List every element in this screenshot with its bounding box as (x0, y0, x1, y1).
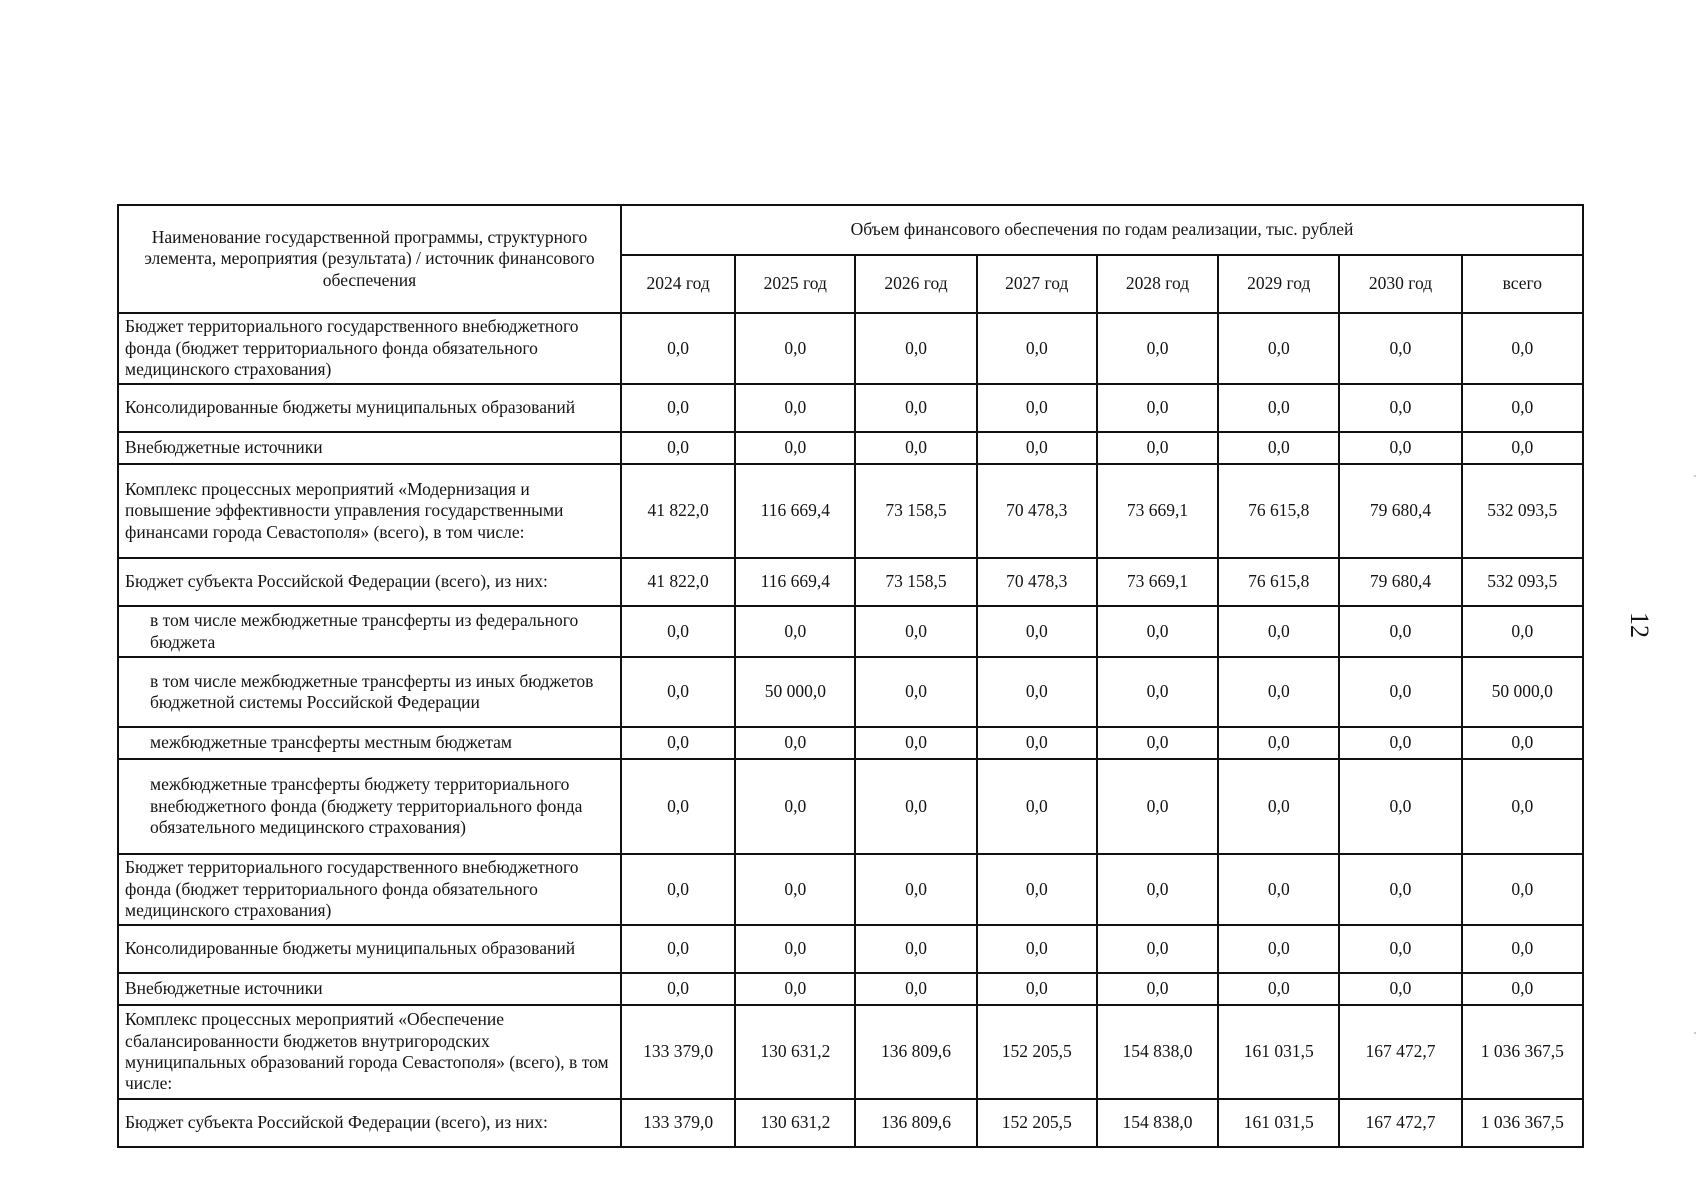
row-name: Внебюджетные источники (118, 432, 621, 464)
table-row (118, 759, 1583, 854)
row-name: Бюджет субъекта Российской Федерации (всего), из них: (118, 558, 621, 606)
cell-value: 116 669,4 (735, 558, 855, 606)
table-body (118, 313, 1583, 1147)
scan-speck (1694, 1032, 1696, 1034)
cell-value: 0,0 (1462, 727, 1583, 759)
cell-value: 0,0 (621, 313, 735, 384)
table-row (118, 1099, 1583, 1147)
cell-value: 0,0 (1339, 384, 1461, 432)
cell-value: 70 478,3 (977, 464, 1097, 558)
cell-value: 0,0 (977, 759, 1097, 854)
cell-value: 0,0 (1339, 432, 1461, 464)
row-name: в том числе межбюджетные трансферты из иных бюджетов бюджетной системы Российской Федерации (118, 657, 621, 727)
cell-value: 0,0 (1218, 759, 1339, 854)
cell-value: 0,0 (855, 657, 976, 727)
cell-value: 130 631,2 (735, 1005, 855, 1099)
cell-value: 0,0 (621, 657, 735, 727)
cell-value: 0,0 (1097, 657, 1218, 727)
cell-value: 0,0 (977, 384, 1097, 432)
page-number: 12 (1625, 612, 1654, 638)
row-name: Комплекс процессных мероприятий «Обеспечение сбалансированности бюджетов внутригородских муниципальных образований города Севастополя» (всего), в том числе: (118, 1005, 621, 1099)
cell-value: 0,0 (621, 973, 735, 1005)
cell-value: 0,0 (735, 854, 855, 925)
cell-value: 0,0 (1462, 384, 1583, 432)
row-name: Консолидированные бюджеты муниципальных образований (118, 925, 621, 973)
cell-value: 73 669,1 (1097, 464, 1218, 558)
cell-value: 0,0 (735, 606, 855, 657)
row-name: Консолидированные бюджеты муниципальных образований (118, 384, 621, 432)
table-row (118, 1005, 1583, 1099)
cell-value: 136 809,6 (855, 1099, 976, 1147)
cell-value: 0,0 (1097, 759, 1218, 854)
cell-value: 133 379,0 (621, 1005, 735, 1099)
cell-value: 0,0 (1339, 657, 1461, 727)
column-header-name: Наименование государственной программы, структурного элемента, мероприятия (результата) / источник финансового обеспечения (118, 205, 621, 313)
cell-value: 0,0 (855, 973, 976, 1005)
cell-value: 0,0 (621, 384, 735, 432)
cell-value: 0,0 (1097, 854, 1218, 925)
cell-value: 0,0 (1218, 313, 1339, 384)
cell-value: 0,0 (977, 925, 1097, 973)
cell-value: 532 093,5 (1462, 464, 1583, 558)
cell-value: 0,0 (1097, 606, 1218, 657)
column-header-2026: 2026 год (855, 255, 976, 313)
cell-value: 152 205,5 (977, 1005, 1097, 1099)
cell-value: 161 031,5 (1218, 1005, 1339, 1099)
row-name: межбюджетные трансферты местным бюджетам (118, 727, 621, 759)
cell-value: 152 205,5 (977, 1099, 1097, 1147)
cell-value: 0,0 (1218, 925, 1339, 973)
cell-value: 0,0 (1462, 606, 1583, 657)
cell-value: 0,0 (1339, 606, 1461, 657)
cell-value: 0,0 (1462, 432, 1583, 464)
cell-value: 0,0 (735, 313, 855, 384)
cell-value: 73 158,5 (855, 464, 976, 558)
column-header-2027: 2027 год (977, 255, 1097, 313)
cell-value: 167 472,7 (1339, 1099, 1461, 1147)
table-row (118, 973, 1583, 1005)
cell-value: 0,0 (1097, 973, 1218, 1005)
cell-value: 0,0 (1462, 854, 1583, 925)
row-name: в том числе межбюджетные трансферты из федерального бюджета (118, 606, 621, 657)
column-header-2024: 2024 год (621, 255, 735, 313)
cell-value: 41 822,0 (621, 558, 735, 606)
row-name: Внебюджетные источники (118, 973, 621, 1005)
column-header-2025: 2025 год (735, 255, 855, 313)
column-header-total: всего (1462, 255, 1583, 313)
cell-value: 0,0 (977, 313, 1097, 384)
cell-value: 0,0 (621, 606, 735, 657)
cell-value: 0,0 (1218, 727, 1339, 759)
cell-value: 0,0 (1339, 854, 1461, 925)
cell-value: 0,0 (1097, 432, 1218, 464)
scan-speck (1694, 475, 1696, 477)
cell-value: 0,0 (855, 925, 976, 973)
cell-value: 130 631,2 (735, 1099, 855, 1147)
cell-value: 0,0 (1218, 432, 1339, 464)
cell-value: 0,0 (855, 313, 976, 384)
table-row (118, 854, 1583, 925)
cell-value: 0,0 (1462, 973, 1583, 1005)
table-row (118, 313, 1583, 384)
cell-value: 0,0 (1462, 925, 1583, 973)
cell-value: 76 615,8 (1218, 464, 1339, 558)
cell-value: 0,0 (977, 727, 1097, 759)
table-row (118, 727, 1583, 759)
cell-value: 0,0 (1218, 973, 1339, 1005)
cell-value: 0,0 (855, 727, 976, 759)
cell-value: 0,0 (621, 925, 735, 973)
cell-value: 0,0 (977, 432, 1097, 464)
cell-value: 79 680,4 (1339, 558, 1461, 606)
cell-value: 0,0 (1097, 384, 1218, 432)
cell-value: 0,0 (1339, 313, 1461, 384)
row-name: Бюджет субъекта Российской Федерации (всего), из них: (118, 1099, 621, 1147)
cell-value: 0,0 (621, 854, 735, 925)
cell-value: 0,0 (1462, 313, 1583, 384)
cell-value: 0,0 (621, 727, 735, 759)
cell-value: 133 379,0 (621, 1099, 735, 1147)
cell-value: 0,0 (1097, 727, 1218, 759)
cell-value: 0,0 (855, 384, 976, 432)
cell-value: 0,0 (735, 759, 855, 854)
cell-value: 0,0 (735, 384, 855, 432)
cell-value: 0,0 (1339, 925, 1461, 973)
cell-value: 73 669,1 (1097, 558, 1218, 606)
column-header-2030: 2030 год (1339, 255, 1461, 313)
cell-value: 70 478,3 (977, 558, 1097, 606)
column-header-2029: 2029 год (1218, 255, 1339, 313)
cell-value: 0,0 (1218, 606, 1339, 657)
cell-value: 0,0 (1339, 973, 1461, 1005)
cell-value: 79 680,4 (1339, 464, 1461, 558)
table-row (118, 657, 1583, 727)
cell-value: 50 000,0 (735, 657, 855, 727)
cell-value: 154 838,0 (1097, 1005, 1218, 1099)
cell-value: 1 036 367,5 (1462, 1099, 1583, 1147)
table-row (118, 464, 1583, 558)
cell-value: 0,0 (735, 727, 855, 759)
cell-value: 76 615,8 (1218, 558, 1339, 606)
row-name: Комплекс процессных мероприятий «Модернизация и повышение эффективности управления государственными финансами города Севастополя» (всего), в том числе: (118, 464, 621, 558)
table-row (118, 432, 1583, 464)
table-row (118, 558, 1583, 606)
cell-value: 136 809,6 (855, 1005, 976, 1099)
cell-value: 0,0 (855, 759, 976, 854)
financing-table (117, 204, 1584, 1148)
cell-value: 0,0 (735, 925, 855, 973)
cell-value: 0,0 (855, 854, 976, 925)
cell-value: 0,0 (1339, 727, 1461, 759)
cell-value: 0,0 (1097, 313, 1218, 384)
cell-value: 0,0 (621, 432, 735, 464)
cell-value: 0,0 (1218, 657, 1339, 727)
table-row (118, 925, 1583, 973)
cell-value: 0,0 (1097, 925, 1218, 973)
cell-value: 0,0 (977, 657, 1097, 727)
cell-value: 0,0 (977, 854, 1097, 925)
cell-value: 0,0 (1462, 759, 1583, 854)
cell-value: 154 838,0 (1097, 1099, 1218, 1147)
cell-value: 0,0 (621, 759, 735, 854)
row-name: Бюджет территориального государственного внебюджетного фонда (бюджет территориального фонда обязательного медицинского страхования) (118, 313, 621, 384)
cell-value: 0,0 (735, 432, 855, 464)
row-name: межбюджетные трансферты бюджету территориального внебюджетного фонда (бюджету территориального фонда обязательного медицинского страхования) (118, 759, 621, 854)
cell-value: 0,0 (977, 606, 1097, 657)
cell-value: 1 036 367,5 (1462, 1005, 1583, 1099)
cell-value: 41 822,0 (621, 464, 735, 558)
cell-value: 0,0 (1339, 759, 1461, 854)
cell-value: 532 093,5 (1462, 558, 1583, 606)
cell-value: 0,0 (1218, 854, 1339, 925)
cell-value: 73 158,5 (855, 558, 976, 606)
cell-value: 161 031,5 (1218, 1099, 1339, 1147)
cell-value: 0,0 (1218, 384, 1339, 432)
table-row (118, 384, 1583, 432)
cell-value: 0,0 (735, 973, 855, 1005)
column-header-2028: 2028 год (1097, 255, 1218, 313)
cell-value: 0,0 (855, 606, 976, 657)
cell-value: 167 472,7 (1339, 1005, 1461, 1099)
cell-value: 0,0 (855, 432, 976, 464)
column-header-financing-volume: Объем финансового обеспечения по годам реализации, тыс. рублей (621, 205, 1583, 255)
cell-value: 50 000,0 (1462, 657, 1583, 727)
row-name: Бюджет территориального государственного внебюджетного фонда (бюджет территориального фонда обязательного медицинского страхования) (118, 854, 621, 925)
cell-value: 116 669,4 (735, 464, 855, 558)
cell-value: 0,0 (977, 973, 1097, 1005)
table-row (118, 606, 1583, 657)
